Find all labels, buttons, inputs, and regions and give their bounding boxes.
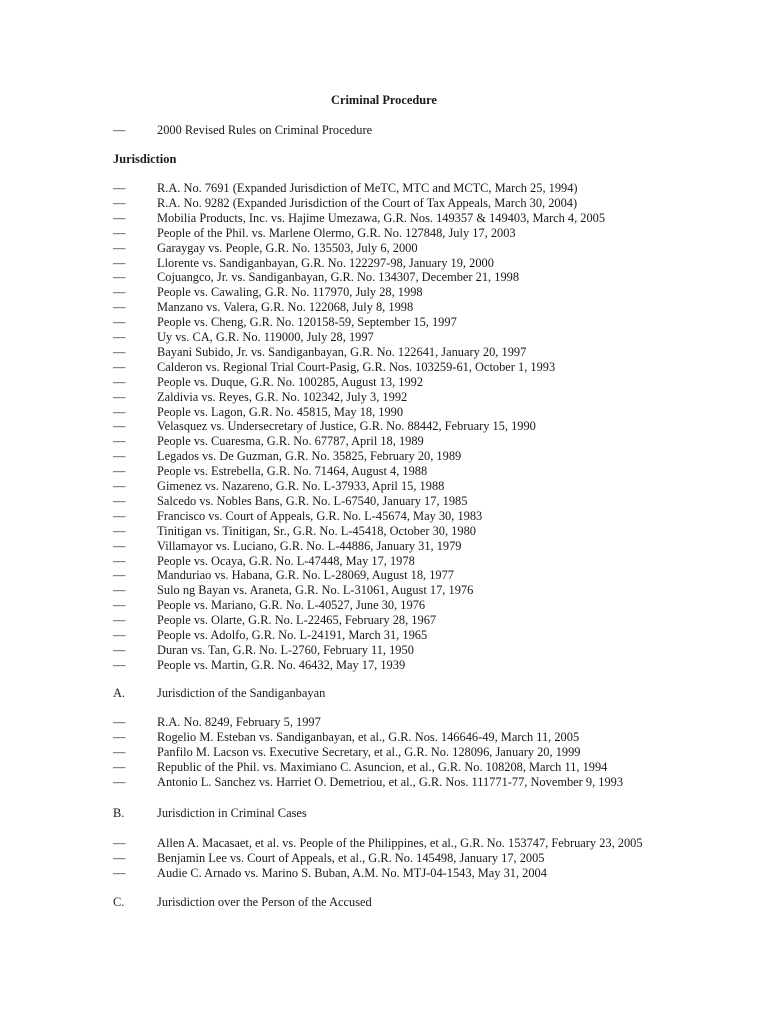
case-citation: Uy vs. CA, G.R. No. 119000, July 28, 1997 bbox=[157, 330, 374, 344]
dash-marker: — bbox=[113, 851, 126, 865]
dash-marker: — bbox=[113, 583, 126, 598]
case-citation: Rogelio M. Esteban vs. Sandiganbayan, et al., G.R. Nos. 146646-49, March 11, 2005 bbox=[157, 730, 580, 744]
case-citation: Francisco vs. Court of Appeals, G.R. No. L-45674, May 30, 1983 bbox=[157, 508, 483, 523]
dash-marker: — bbox=[113, 730, 126, 744]
dash-marker: — bbox=[113, 568, 126, 583]
dash-marker: — bbox=[113, 374, 126, 389]
intro-text: 2000 Revised Rules on Criminal Procedure bbox=[157, 123, 373, 137]
case-citation: People vs. Mariano, G.R. No. L-40527, June 30, 1976 bbox=[157, 598, 426, 613]
case-citation: People vs. Ocaya, G.R. No. L-47448, May 17, 1978 bbox=[157, 553, 415, 568]
dash-marker: — bbox=[113, 760, 126, 774]
dash-marker: — bbox=[113, 745, 126, 759]
case-citation: R.A. No. 7691 (Expanded Jurisdiction of MeTC, MTC and MCTC, March 25, 1994) bbox=[157, 181, 578, 195]
case-citation: Manduriao vs. Habana, G.R. No. L-28069, August 18, 1977 bbox=[157, 568, 454, 583]
case-citation: People vs. Olarte, G.R. No. L-22465, February 28, 1967 bbox=[157, 613, 437, 628]
case-citation: Calderon vs. Regional Trial Court-Pasig, G.R. Nos. 103259-61, October 1, 1993 bbox=[157, 359, 556, 374]
dash-marker: — bbox=[113, 300, 126, 315]
dash-marker: — bbox=[113, 866, 126, 880]
case-citation: Villamayor vs. Luciano, G.R. No. L-44886, January 31, 1979 bbox=[157, 538, 462, 553]
dash-marker: — bbox=[113, 210, 126, 225]
dash-marker: — bbox=[113, 479, 126, 493]
case-citation: Velasquez vs. Undersecretary of Justice, G.R. No. 88442, February 15, 1990 bbox=[157, 419, 536, 434]
dash-marker: — bbox=[113, 538, 126, 553]
section-title: Jurisdiction over the Person of the Accused bbox=[157, 895, 372, 909]
case-citation: Bayani Subido, Jr. vs. Sandiganbayan, G.R. No. 122641, January 20, 1997 bbox=[157, 344, 527, 359]
case-citation: Manzano vs. Valera, G.R. No. 122068, July 8, 1998 bbox=[157, 300, 414, 315]
case-citation: People vs. Adolfo, G.R. No. L-24191, March 31, 1965 bbox=[157, 628, 428, 642]
dash-marker: — bbox=[113, 715, 126, 729]
dash-marker: — bbox=[113, 404, 126, 419]
case-citation: Cojuangco, Jr. vs. Sandiganbayan, G.R. No. 134307, December 21, 1998 bbox=[157, 270, 520, 285]
case-citation: People vs. Estrebella, G.R. No. 71464, August 4, 1988 bbox=[157, 464, 428, 479]
dash-marker: — bbox=[113, 508, 126, 523]
case-citation: Benjamin Lee vs. Court of Appeals, et al., G.R. No. 145498, January 17, 2005 bbox=[157, 851, 545, 865]
case-citation: People vs. Martin, G.R. No. 46432, May 17, 1939 bbox=[157, 657, 406, 672]
dash-marker: — bbox=[113, 613, 126, 628]
case-citation: Zaldivia vs. Reyes, G.R. No. 102342, July 3, 1992 bbox=[157, 389, 408, 404]
case-citation: R.A. No. 9282 (Expanded Jurisdiction of the Court of Tax Appeals, March 30, 2004) bbox=[157, 195, 578, 210]
case-citation: Llorente vs. Sandiganbayan, G.R. No. 122297-98, January 19, 2000 bbox=[157, 255, 494, 270]
case-citation: Antonio L. Sanchez vs. Harriet O. Demetriou, et al., G.R. Nos. 111771-77, November 9, 1993 bbox=[157, 775, 624, 789]
section-letter: C. bbox=[113, 895, 125, 909]
dash-marker: — bbox=[113, 344, 126, 359]
dash-marker: — bbox=[113, 434, 126, 449]
dash-marker: — bbox=[113, 181, 126, 195]
dash-marker: — bbox=[113, 836, 126, 850]
dash-marker: — bbox=[113, 419, 126, 434]
dash-marker: — bbox=[113, 225, 126, 240]
dash-marker: — bbox=[113, 270, 126, 285]
dash-marker: — bbox=[113, 523, 126, 538]
dash-marker: — bbox=[113, 123, 126, 137]
jurisdiction-heading: Jurisdiction bbox=[113, 152, 177, 166]
dash-marker: — bbox=[113, 255, 126, 270]
case-citation: Gimenez vs. Nazareno, G.R. No. L-37933, April 15, 1988 bbox=[157, 479, 445, 493]
case-citation: Salcedo vs. Nobles Bans, G.R. No. L-67540, January 17, 1985 bbox=[157, 493, 468, 508]
case-citation: Legados vs. De Guzman, G.R. No. 35825, February 20, 1989 bbox=[157, 449, 462, 464]
dash-marker: — bbox=[113, 195, 126, 210]
dash-marker: — bbox=[113, 449, 126, 464]
dash-marker: — bbox=[113, 330, 126, 344]
case-citation: People vs. Cawaling, G.R. No. 117970, July 28, 1998 bbox=[157, 285, 423, 300]
dash-marker: — bbox=[113, 359, 126, 374]
dash-marker: — bbox=[113, 657, 126, 672]
case-citation: Garaygay vs. People, G.R. No. 135503, July 6, 2000 bbox=[157, 240, 418, 255]
case-citation: People vs. Lagon, G.R. No. 45815, May 18, 1990 bbox=[157, 404, 404, 419]
dash-marker: — bbox=[113, 389, 126, 404]
case-citation: Sulo ng Bayan vs. Araneta, G.R. No. L-31061, August 17, 1976 bbox=[157, 583, 474, 598]
case-citation: Mobilia Products, Inc. vs. Hajime Umezawa, G.R. Nos. 149357 & 149403, March 4, 2005 bbox=[157, 210, 606, 225]
case-citation: Republic of the Phil. vs. Maximiano C. Asuncion, et al., G.R. No. 108208, March 11, 1994 bbox=[157, 760, 608, 774]
case-citation: Tinitigan vs. Tinitigan, Sr., G.R. No. L-45418, October 30, 1980 bbox=[157, 523, 476, 538]
case-citation: Duran vs. Tan, G.R. No. L-2760, February 11, 1950 bbox=[157, 642, 414, 657]
dash-marker: — bbox=[113, 628, 126, 642]
section-title: Jurisdiction in Criminal Cases bbox=[157, 806, 307, 820]
case-citation: People of the Phil. vs. Marlene Olermo, G.R. No. 127848, July 17, 2003 bbox=[157, 225, 516, 240]
dash-marker: — bbox=[113, 775, 126, 789]
page-title: Criminal Procedure bbox=[331, 93, 437, 107]
dash-marker: — bbox=[113, 315, 126, 330]
dash-marker: — bbox=[113, 493, 126, 508]
dash-marker: — bbox=[113, 285, 126, 300]
dash-marker: — bbox=[113, 464, 126, 479]
case-citation: Panfilo M. Lacson vs. Executive Secretary, et al., G.R. No. 128096, January 20, 1999 bbox=[157, 745, 581, 759]
section-letter: A. bbox=[113, 686, 126, 700]
section-title: Jurisdiction of the Sandiganbayan bbox=[157, 686, 326, 700]
section-letter: B. bbox=[113, 806, 125, 820]
dash-marker: — bbox=[113, 642, 126, 657]
case-citation: People vs. Duque, G.R. No. 100285, August 13, 1992 bbox=[157, 374, 424, 389]
dash-marker: — bbox=[113, 553, 126, 568]
case-citation: R.A. No. 8249, February 5, 1997 bbox=[157, 715, 321, 729]
case-citation: People vs. Cheng, G.R. No. 120158-59, September 15, 1997 bbox=[157, 315, 457, 330]
case-citation: People vs. Cuaresma, G.R. No. 67787, April 18, 1989 bbox=[157, 434, 424, 449]
case-citation: Audie C. Arnado vs. Marino S. Buban, A.M. No. MTJ-04-1543, May 31, 2004 bbox=[157, 866, 547, 880]
dash-marker: — bbox=[113, 598, 126, 613]
case-citation: Allen A. Macasaet, et al. vs. People of the Philippines, et al., G.R. No. 153747, February 23, 2005 bbox=[157, 836, 643, 850]
dash-marker: — bbox=[113, 240, 126, 255]
